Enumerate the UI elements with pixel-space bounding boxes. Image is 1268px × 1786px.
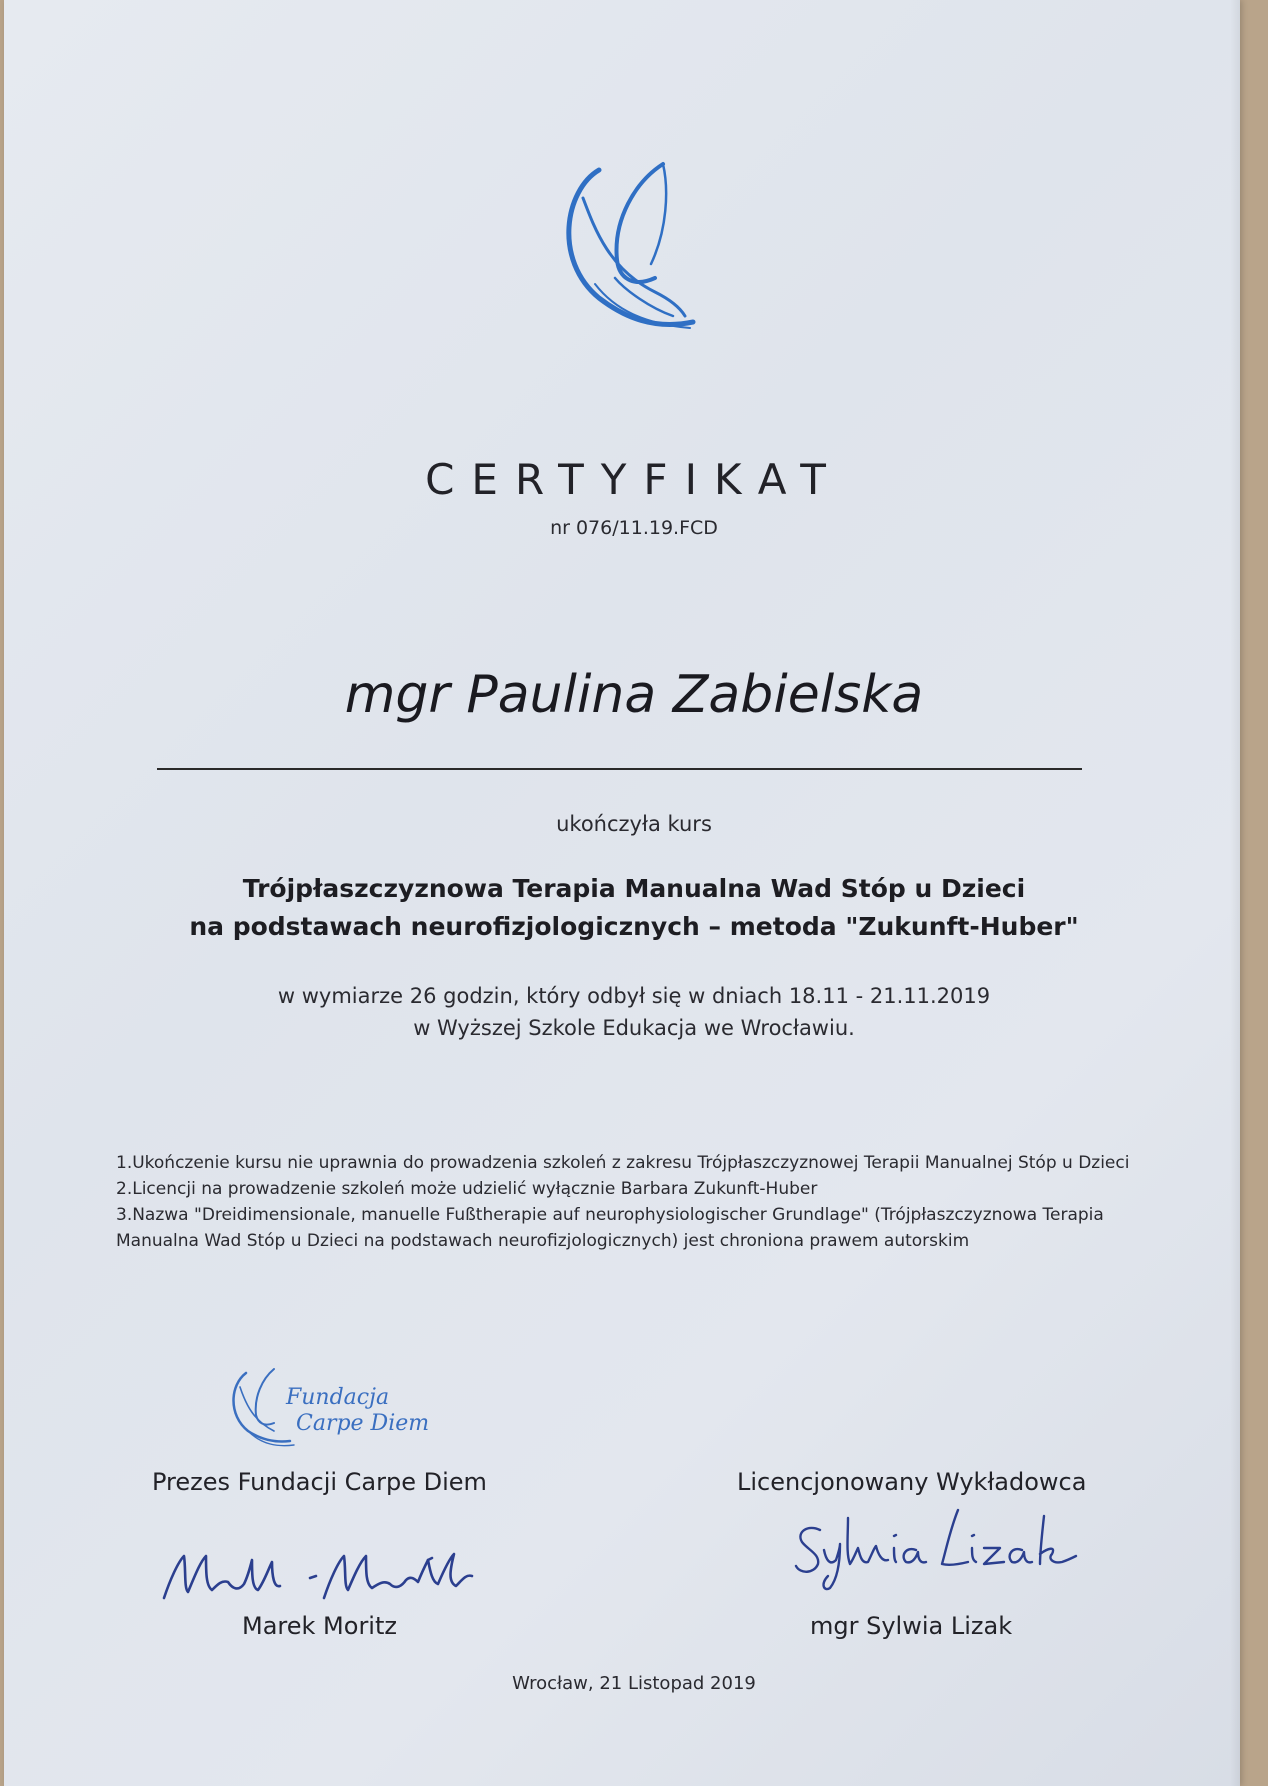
note-item: 1.Ukończenie kursu nie uprawnia do prowadzenia szkoleń z zakresu Trójpłaszczyznowej Terapii Manualnej Stóp u Dzieci — [116, 1153, 1130, 1173]
certificate-title: CERTYFIKAT — [425, 455, 843, 504]
course-details — [0, 980, 1268, 1044]
note-item: Manualna Wad Stóp u Dzieci na podstawach neurofizjologicznych) jest chroniona prawem autorskim — [116, 1231, 970, 1251]
left-signature — [160, 1540, 480, 1610]
course-title-line-2: na podstawach neurofizjologicznych – metoda "Zukunft-Huber" — [189, 912, 1079, 941]
foundation-logo-line-1: Fundacja — [286, 1385, 390, 1410]
foundation-logo — [228, 1365, 438, 1450]
notes-list — [116, 1150, 1156, 1254]
course-title — [0, 870, 1268, 946]
note-item: 2.Licencji na prowadzenie szkoleń może udzielić wyłącznie Barbara Zukunft-Huber — [116, 1179, 818, 1199]
foundation-logo-text — [286, 1385, 429, 1437]
right-signatory-name: mgr Sylwia Lizak — [810, 1612, 1013, 1640]
note-item: 3.Nazwa "Dreidimensionale, manuelle Fußtherapie auf neurophysiologischer Grundlage" (Trójpłaszczyznowa Terapia — [116, 1205, 1104, 1225]
butterfly-icon — [555, 160, 705, 340]
recipient-name: mgr Paulina Zabielska — [344, 665, 924, 725]
right-signature — [790, 1508, 1080, 1593]
completed-label: ukończyła kurs — [556, 812, 712, 836]
foundation-logo-line-2: Carpe Diem — [296, 1411, 430, 1436]
place-date: Wrocław, 21 Listopad 2019 — [512, 1673, 756, 1694]
course-details-line-2: w Wyższej Szkole Edukacja we Wrocławiu. — [413, 1016, 855, 1040]
certificate-number: nr 076/11.19.FCD — [550, 517, 718, 539]
left-signatory-role: Prezes Fundacji Carpe Diem — [152, 1468, 487, 1496]
name-underline — [157, 768, 1082, 770]
course-details-line-1: w wymiarze 26 godzin, który odbył się w dniach 18.11 - 21.11.2019 — [277, 984, 991, 1008]
left-signatory-name: Marek Moritz — [242, 1612, 397, 1640]
right-signatory-role: Licencjonowany Wykładowca — [737, 1468, 1087, 1496]
course-title-line-1: Trójpłaszczyznowa Terapia Manualna Wad Stóp u Dzieci — [242, 874, 1026, 903]
